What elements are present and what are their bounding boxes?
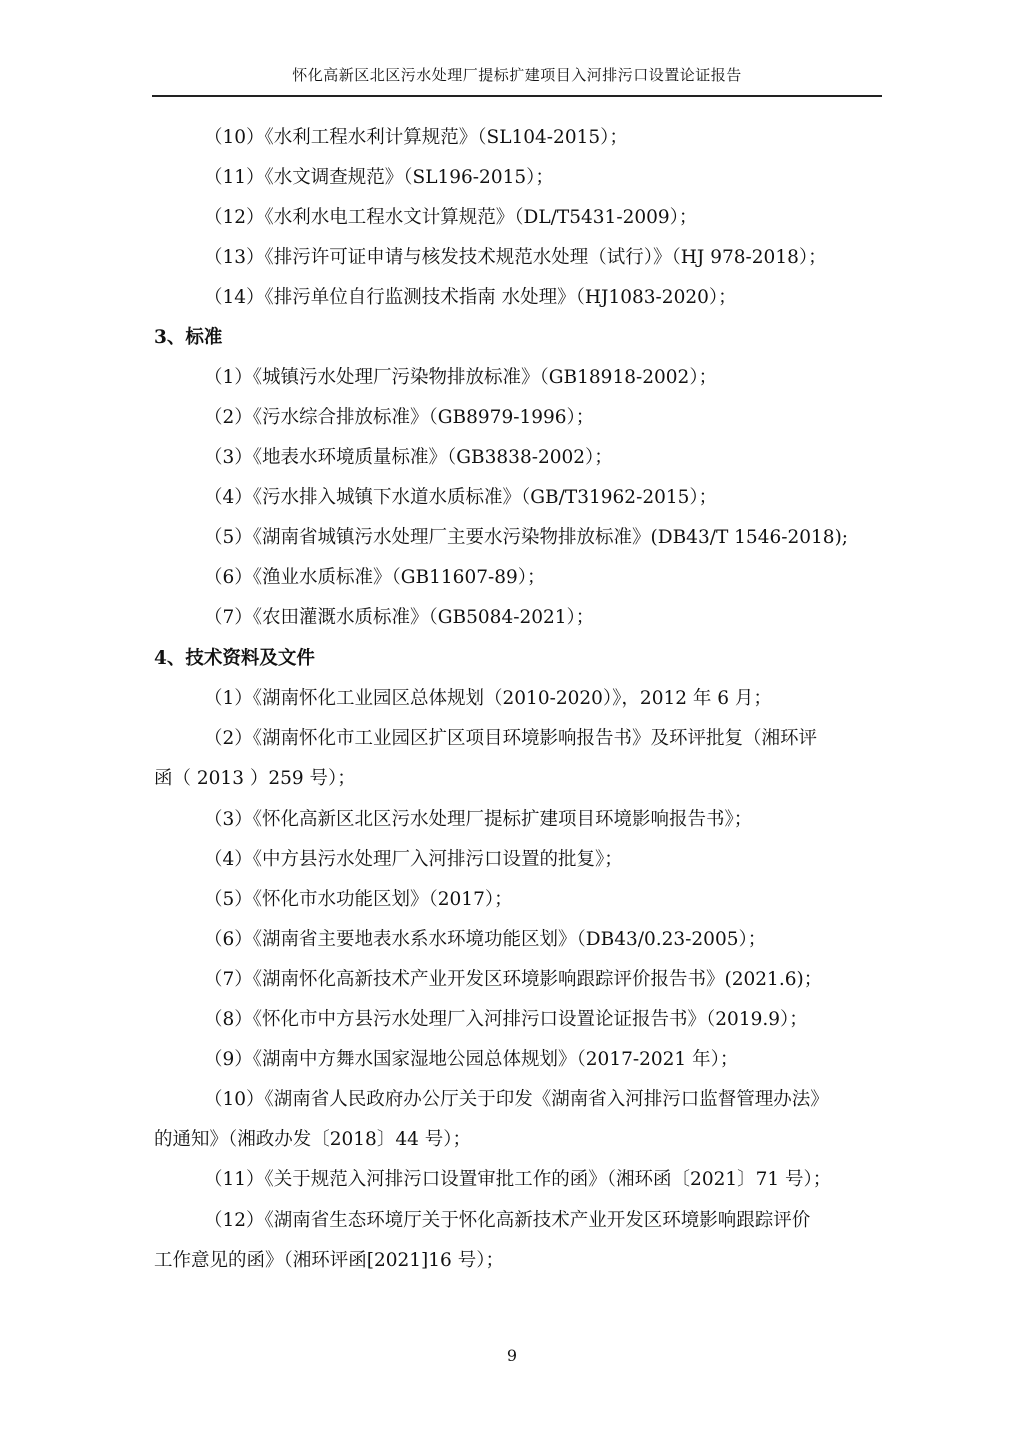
- list-item: （6）《渔业水质标准》（GB11607-89）；: [204, 567, 546, 588]
- list-item: （4）《污水排入城镇下水道水质标准》（GB/T31962-2015）；: [204, 487, 718, 508]
- list-item: （5）《怀化市水功能区划》（2017）；: [204, 889, 513, 910]
- list-item: （7）《农田灌溉水质标准》（GB5084-2021）；: [204, 607, 595, 628]
- list-item-continuation: 函（ 2013 ）259 号）；: [154, 768, 356, 789]
- list-item: （10）《水利工程水利计算规范》（SL104-2015）；: [204, 127, 628, 148]
- list-item: （8）《怀化市中方县污水处理厂入河排污口设置论证报告书》（2019.9）；: [204, 1009, 808, 1030]
- list-item: （14）《排污单位自行监测技术指南 水处理》（HJ1083-2020）；: [204, 287, 737, 308]
- list-item: （3）《地表水环境质量标准》（GB3838-2002）；: [204, 447, 613, 468]
- list-item: （12）《湖南省生态环境厅关于怀化高新技术产业开发区环境影响跟踪评价: [204, 1210, 811, 1231]
- list-item-continuation: 的通知》（湘政办发〔2018〕44 号）；: [154, 1129, 472, 1150]
- section-heading: 4、技术资料及文件: [154, 648, 315, 669]
- list-item: （13）《排污许可证申请与核发技术规范水处理（试行）》（HJ 978-2018）；: [204, 247, 827, 268]
- list-item: （1）《湖南怀化工业园区总体规划（2010-2020）》，2012 年 6 月；: [204, 688, 772, 709]
- list-item: （2）《湖南怀化市工业园区扩区项目环境影响报告书》及环评批复（湘环评: [204, 728, 818, 749]
- list-item: （11）《关于规范入河排污口设置审批工作的函》（湘环函〔2021〕71 号）；: [204, 1169, 832, 1190]
- list-item: （11）《水文调查规范》（SL196-2015）；: [204, 167, 554, 188]
- list-item: （2）《污水综合排放标准》（GB8979-1996）；: [204, 407, 595, 428]
- list-item: （12）《水利水电工程水文计算规范》（DL/T5431-2009）；: [204, 207, 698, 228]
- list-item: （9）《湖南中方舞水国家湿地公园总体规划》（2017-2021 年）；: [204, 1049, 739, 1070]
- running-header: 怀化高新区北区污水处理厂提标扩建项目入河排污口设置论证报告: [292, 66, 742, 84]
- page-number: 9: [506, 1346, 518, 1365]
- list-item: （4）《中方县污水处理厂入河排污口设置的批复》；: [204, 849, 623, 870]
- list-item: （1）《城镇污水处理厂污染物排放标准》（GB18918-2002）；: [204, 367, 718, 388]
- list-item: （6）《湖南省主要地表水系水环境功能区划》（DB43/0.23-2005）；: [204, 929, 767, 950]
- list-item: （10）《湖南省人民政府办公厅关于印发《湖南省入河排污口监督管理办法》: [204, 1089, 829, 1110]
- header-rule: [152, 95, 882, 97]
- list-item-continuation: 工作意见的函》（湘环评函[2021]16 号）；: [154, 1250, 504, 1271]
- list-item: （5）《湖南省城镇污水处理厂主要水污染物排放标准》(DB43/T 1546-2018);: [204, 527, 849, 548]
- list-item: （3）《怀化高新区北区污水处理厂提标扩建项目环境影响报告书》；: [204, 809, 753, 830]
- section-heading: 3、标准: [154, 327, 223, 348]
- list-item: （7）《湖南怀化高新技术产业开发区环境影响跟踪评价报告书》(2021.6)；: [204, 969, 823, 990]
